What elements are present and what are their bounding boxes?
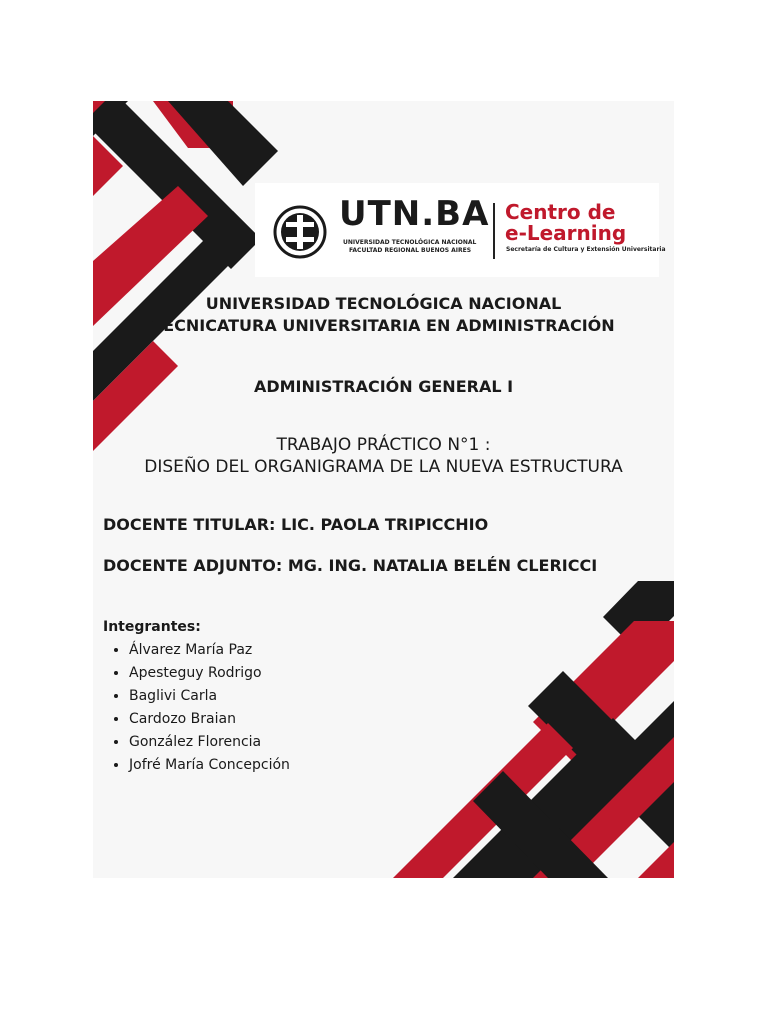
list-item: • Baglivi Carla <box>129 685 290 708</box>
logo-banner <box>255 183 666 277</box>
utn-logo-subtitle-2: FACULTAD REGIONAL BUENOS AIRES <box>349 247 472 254</box>
utn-logo-text: UTN.BA <box>339 194 490 234</box>
list-item: • Cardozo Braian <box>129 708 290 731</box>
document-page <box>93 101 674 878</box>
members-title: Integrantes: <box>103 619 201 635</box>
program-title: TECNICATURA UNIVERSITARIA EN ADMINISTRACIÓN <box>152 316 615 335</box>
list-item: • Álvarez María Paz <box>129 639 290 662</box>
assignment-title: DISEÑO DEL ORGANIGRAMA DE LA NUEVA ESTRUCTURA <box>144 457 623 477</box>
elearning-logo-subtitle: Secretaría de Cultura y Extensión Universitaria <box>506 246 666 253</box>
stripe-red-9 <box>638 842 674 878</box>
list-item: • Apesteguy Rodrigo <box>129 662 290 685</box>
elearning-logo-line-2: e-Learning <box>505 221 627 245</box>
utn-logo-subtitle-1: UNIVERSIDAD TECNOLÓGICA NACIONAL <box>343 239 477 246</box>
elearning-logo-line-1: Centro de <box>505 200 616 224</box>
assignment-number: TRABAJO PRÁCTICO N°1 : <box>276 435 491 455</box>
list-item: • Jofré María Concepción <box>129 754 290 777</box>
logo-separator <box>493 203 495 259</box>
teacher-adjunto: DOCENTE ADJUNTO: MG. ING. NATALIA BELÉN CLERICCI <box>103 556 598 575</box>
members-list <box>103 639 290 777</box>
list-item: • González Florencia <box>129 731 290 754</box>
utn-emblem-icon <box>273 205 327 259</box>
university-title: UNIVERSIDAD TECNOLÓGICA NACIONAL <box>205 294 562 313</box>
teacher-titular: DOCENTE TITULAR: LIC. PAOLA TRIPICCHIO <box>103 515 489 534</box>
subject-title: ADMINISTRACIÓN GENERAL I <box>253 377 514 396</box>
